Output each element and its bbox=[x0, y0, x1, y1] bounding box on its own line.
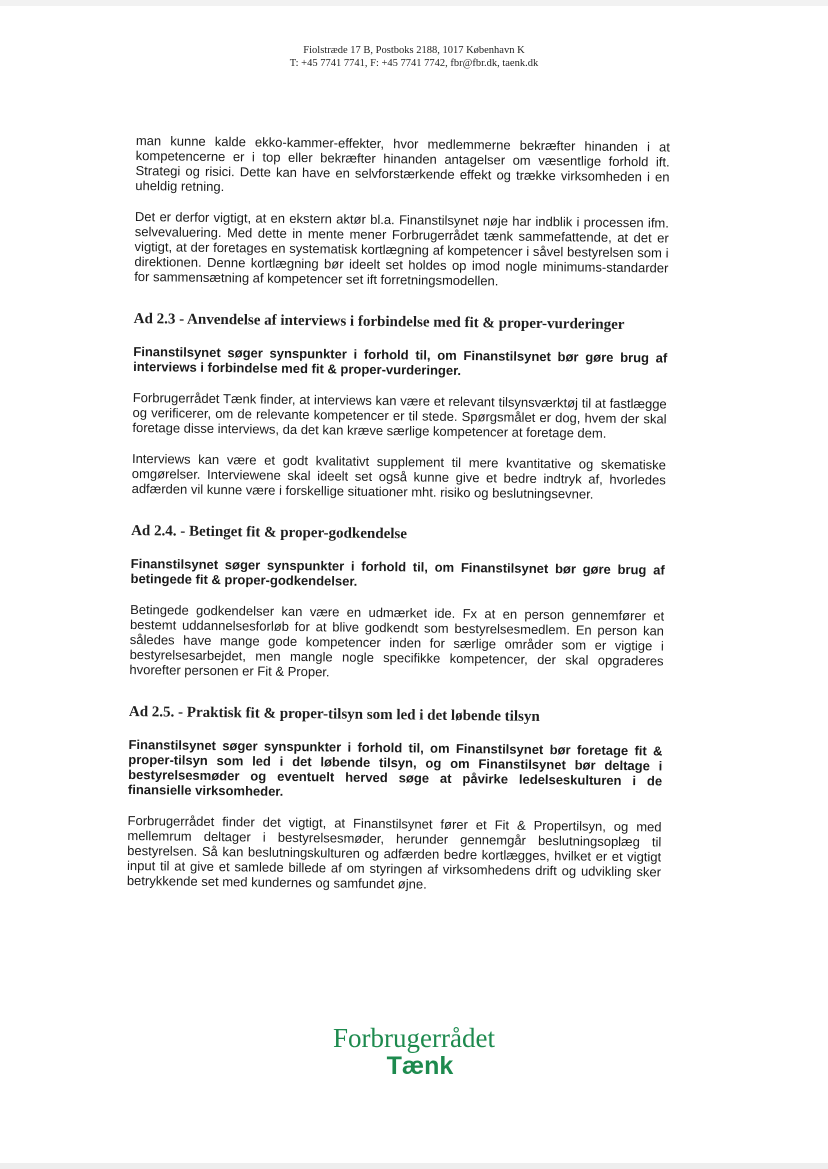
logo-line-1: Forbrugerrådet bbox=[333, 1023, 495, 1053]
section-question-2-3: Finanstilsynet søger synspunkter i forhold til, om Finanstilsynet bør gøre brug af interviews i forbindelse med fit & proper-vurderinger. bbox=[133, 343, 668, 378]
address-line: Fiolstræde 17 B, Postboks 2188, 1017 København K bbox=[303, 45, 525, 56]
section-paragraph-2-5-1: Forbrugerrådet finder det vigtigt, at Finanstilsynet fører et Fit & Propertilsyn, og med mellemrum deltager i bestyrelsesmøder, herunder gennemgår beslutningsoplæg til bestyrelsen. Så kan beslutningskulturen og adfærden bedre kortlægges, hvilket er et vigtigt input til at give et samlede billede af om styringen af virksomhedens drift og udvikling sker betrykkende set med kundernes og samfundet øjne. bbox=[126, 812, 662, 892]
section-paragraph-2-3-1: Forbrugerrådet Tænk finder, at interviews kan være et relevant tilsynsværktøj til at fastlægge og verificerer, om de relevante kompetencer er til stede. Spørgsmålet er dog, hvem der skal foretage disse interviews, da det kan kræve særlige kompetencer at foretage dem. bbox=[132, 389, 667, 441]
section-paragraph-2-3-2: Interviews kan være et godt kvalitativt supplement til mere kvantitative og skematiske omgørelser. Interviewene skal ideelt set også kunne give et bedre indtryk af, hvorledes adfærden vil kunne være i forskellige situationer mht. risiko og beslutningsevner. bbox=[131, 450, 667, 502]
contact-line: T: +45 7741 7741, F: +45 7741 7742, fbr@fbr.dk, taenk.dk bbox=[289, 58, 539, 69]
section-heading-2-4: Ad 2.4. - Betinget fit & proper-godkendelse bbox=[131, 522, 408, 543]
section-paragraph-2-4-1: Betingede godkendelser kan være en udmærket ide. Fx at en person gennemfører et bestemt uddannelsesforløb for at blive godkendt som bestyrelsesmedlem. En person kan således have mange gode kompetencer inden for særlige områder som er vigtige i bestyrelsesarbejdet, men mangle nogle specifikke kompetencer, der skal opgraderes hvorefter personen er Fit & Proper. bbox=[129, 601, 665, 680]
scan-top-edge bbox=[0, 0, 828, 6]
intro-paragraph-2: Det er derfor vigtigt, at en ekstern aktør bl.a. Finanstilsynet nøje har indblik i processen ifm. selvevaluering. Med dette in mente mener Forbrugerrådet tænk sammefattende, at det er vigtigt, at der foretages en systematisk kortlægning af kompetencer i såvel bestyrelsen som i direktionen. Denne kortlægning bør ideelt set holdes op imod nogle minimums-standarder for sammensætning af kompetencer set ift forretningsmodellen. bbox=[134, 208, 670, 289]
letterhead-address bbox=[0, 44, 828, 70]
scan-bottom-edge bbox=[0, 1163, 828, 1169]
forbrugerraadet-taenk-logo bbox=[0, 1024, 828, 1080]
logo-line-2: Tænk bbox=[386, 1052, 454, 1080]
section-question-2-4: Finanstilsynet søger synspunkter i forhold til, om Finanstilsynet bør gøre brug af betingede fit & proper-godkendelser. bbox=[130, 555, 665, 589]
letter-body bbox=[127, 133, 670, 894]
section-heading-2-5: Ad 2.5. - Praktisk fit & proper-tilsyn som led i det løbende tilsyn bbox=[128, 703, 540, 725]
intro-paragraph-1: man kunne kalde ekko-kammer-effekter, hvor medlemmerne bekræfter hinanden i at kompetencerne er i top eller bekræfter hinanden antagelser om væsentlige forhold ift. Strategi og risici. Dette kan have en selvforstærkende effekt og trække virksomheden i en uheldig retning. bbox=[135, 133, 670, 195]
section-question-2-5: Finanstilsynet søger synspunkter i forhold til, om Finanstilsynet bør foretage fit & proper-tilsyn som led i det løbende tilsyn, og om Finanstilsynet bør deltage i bestyrelsesmøder og eventuelt herved søge at påvirke ledelseskulturen i de finansielle virksomheder. bbox=[127, 736, 663, 799]
section-heading-2-3: Ad 2.3 - Anvendelse af interviews i forbindelse med fit & proper-vurderinger bbox=[133, 310, 625, 333]
